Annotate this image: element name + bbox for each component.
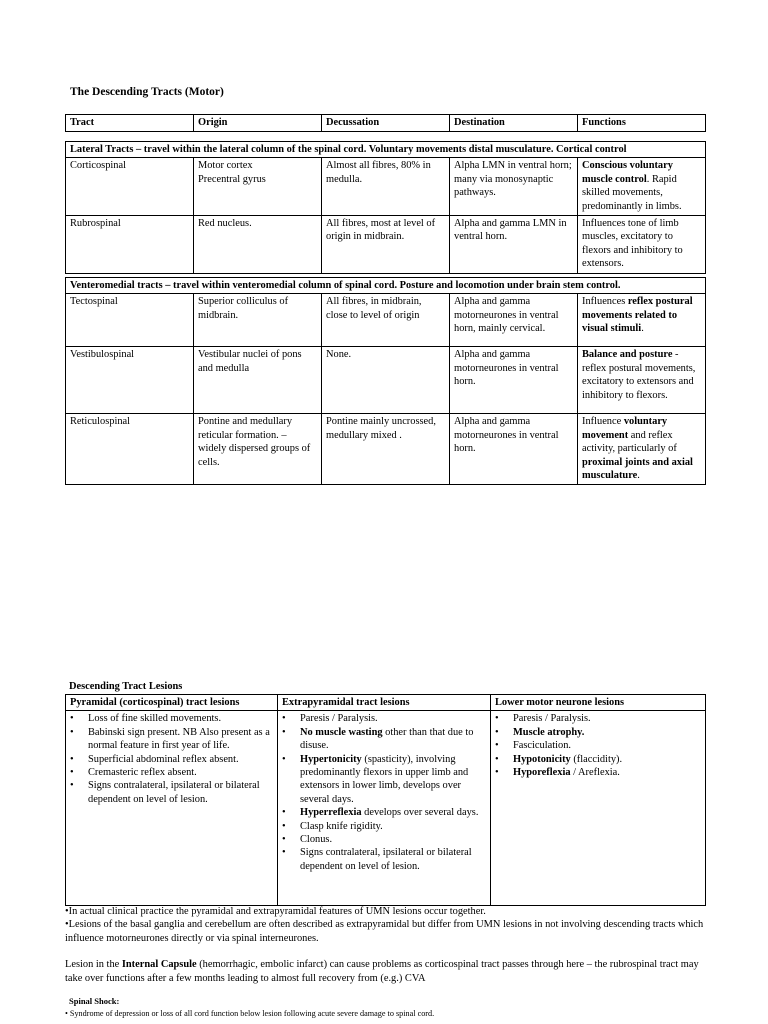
tract-functions: Influences tone of limb muscles, excitatory to flexors and inhibitory to extensors. [578, 216, 706, 274]
tract-origin: Motor cortex Precentral gyrus [194, 158, 322, 216]
pyramidal-list [70, 712, 273, 806]
list-item: • Paresis / Paralysis. [501, 712, 701, 725]
list-item: • Clasp knife rigidity. [288, 820, 486, 833]
lesions-header-row [66, 695, 706, 711]
tract-decussation: Pontine mainly uncrossed, medullary mixed . [322, 414, 450, 485]
venteromedial-tracts-table [65, 277, 706, 485]
venteromedial-tracts-heading: Venteromedial tracts – travel within venteromedial column of spinal cord. Posture and locomotion under brain stem control. [66, 278, 706, 294]
header-decussation: Decussation [322, 115, 450, 132]
tract-origin: Pontine and medullary reticular formation. – widely dispersed groups of cells. [194, 414, 322, 485]
list-item: • Signs contralateral, ipsilateral or bilateral dependent on level of lesion. [288, 846, 486, 873]
header-pyramidal: Pyramidal (corticospinal) tract lesions [66, 695, 278, 711]
header-lmn: Lower motor neurone lesions [491, 695, 706, 711]
table-row [66, 216, 706, 274]
header-extrapyramidal: Extrapyramidal tract lesions [278, 695, 491, 711]
list-item: • Signs contralateral, ipsilateral or bilateral dependent on level of lesion. [76, 779, 273, 806]
table-row [66, 711, 706, 906]
table-row [66, 158, 706, 216]
list-item: • Paresis / Paralysis. [288, 712, 486, 725]
tract-destination: Alpha and gamma LMN in ventral horn. [450, 216, 578, 274]
tract-name: Corticospinal [66, 158, 194, 216]
lmn-list-cell [491, 711, 706, 906]
tract-functions: Balance and posture - reflex postural movements, excitatory to extensors and inhibitory to flexors. [578, 347, 706, 414]
lesions-title: Descending Tract Lesions [69, 681, 183, 692]
tract-header-table [65, 114, 706, 132]
tract-functions: Influences reflex postural movements related to visual stimuli. [578, 294, 706, 347]
lesions-table [65, 694, 706, 906]
extrapyramidal-list [282, 712, 486, 873]
header-origin: Origin [194, 115, 322, 132]
spinal-shock-title: Spinal Shock: [69, 996, 120, 1006]
list-item: • Hyperreflexia develops over several days. [288, 806, 486, 819]
notes-block [65, 905, 715, 985]
tract-functions: Conscious voluntary muscle control. Rapid skilled movements, predominantly in limbs. [578, 158, 706, 216]
tract-origin: Vestibular nuclei of pons and medulla [194, 347, 322, 414]
tract-decussation: All fibres, most at level of origin in midbrain. [322, 216, 450, 274]
header-tract: Tract [66, 115, 194, 132]
list-item: • Hypertonicity (spasticity), involving predominantly flexors in upper limb and extensors in lower limb, develops over several days. [288, 753, 486, 807]
list-item: • Babinski sign present. NB Also present as a normal feature in first year of life. [76, 726, 273, 753]
tract-origin: Superior colliculus of midbrain. [194, 294, 322, 347]
table-row [66, 294, 706, 347]
tract-destination: Alpha and gamma motorneurones in ventral horn. [450, 414, 578, 485]
internal-capsule-paragraph: Lesion in the Internal Capsule (hemorrhagic, embolic infarct) can cause problems as corticospinal tract passes through here – the rubrospinal tract may take over functions after a few months leading to almost full recovery from (e.g.) CVA [65, 959, 699, 984]
header-destination: Destination [450, 115, 578, 132]
tract-destination: Alpha and gamma motorneurones in ventral horn, mainly cervical. [450, 294, 578, 347]
spinal-shock-line: • Syndrome of depression or loss of all cord function below lesion following acute severe damage to spinal cord. [65, 1009, 435, 1018]
tract-functions: Influence voluntary movement and reflex activity, particularly of proximal joints and axial musculature. [578, 414, 706, 485]
list-item: • Fasciculation. [501, 739, 701, 752]
tract-name: Rubrospinal [66, 216, 194, 274]
list-item: • Loss of fine skilled movements. [76, 712, 273, 725]
note-line: •In actual clinical practice the pyramidal and extrapyramidal features of UMN lesions occur together. [65, 906, 486, 917]
document-title: The Descending Tracts (Motor) [70, 86, 224, 98]
tract-decussation: All fibres, in midbrain, close to level of origin [322, 294, 450, 347]
tract-origin: Red nucleus. [194, 216, 322, 274]
tract-name: Vestibulospinal [66, 347, 194, 414]
tract-destination: Alpha LMN in ventral horn; many via monosynaptic pathways. [450, 158, 578, 216]
list-item: • Superficial abdominal reflex absent. [76, 753, 273, 766]
note-line: •Lesions of the basal ganglia and cerebellum are often described as extrapyramidal but differ from UMN lesions in not involving descending tracts which influence motorneurones directly or via spinal interneurones. [65, 919, 704, 944]
list-item: • Cremasteric reflex absent. [76, 766, 273, 779]
extrapyramidal-list-cell [278, 711, 491, 906]
list-item: • Muscle atrophy. [501, 726, 701, 739]
lateral-tracts-table [65, 141, 706, 274]
header-functions: Functions [578, 115, 706, 132]
list-item: • Hyporeflexia / Areflexia. [501, 766, 701, 779]
tract-decussation: None. [322, 347, 450, 414]
list-item: • Hypotonicity (flaccidity). [501, 753, 701, 766]
tract-name: Tectospinal [66, 294, 194, 347]
tract-decussation: Almost all fibres, 80% in medulla. [322, 158, 450, 216]
table-row [66, 347, 706, 414]
table-row [66, 414, 706, 485]
tract-header-row [66, 115, 706, 132]
list-item: • Clonus. [288, 833, 486, 846]
lmn-list [495, 712, 701, 779]
pyramidal-list-cell [66, 711, 278, 906]
tract-destination: Alpha and gamma motorneurones in ventral horn. [450, 347, 578, 414]
tract-name: Reticulospinal [66, 414, 194, 485]
list-item: • No muscle wasting other than that due to disuse. [288, 726, 486, 753]
lateral-tracts-heading: Lateral Tracts – travel within the lateral column of the spinal cord. Voluntary movements distal musculature. Cortical control [66, 142, 706, 158]
